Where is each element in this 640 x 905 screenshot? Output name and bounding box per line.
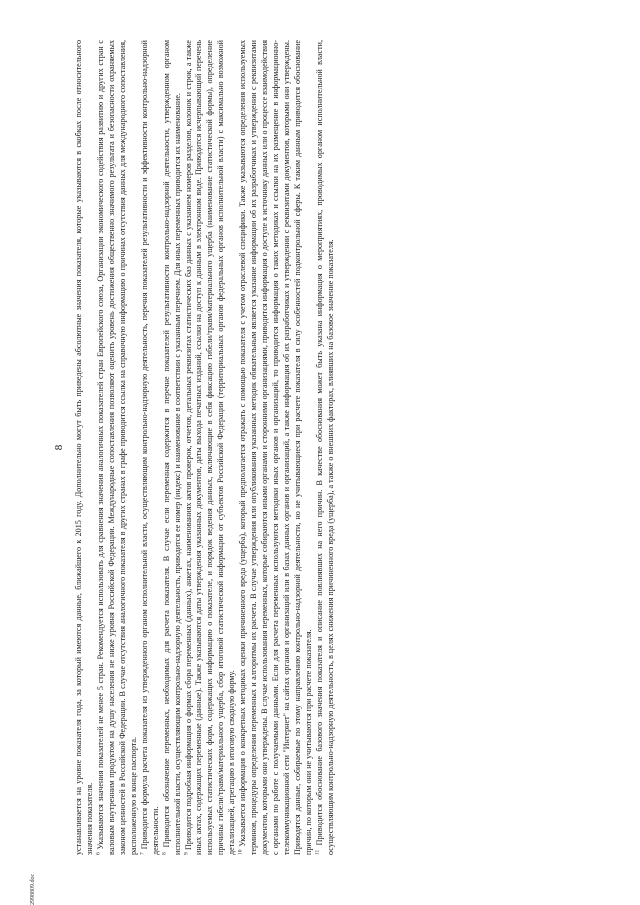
footnotes-body <box>74 40 337 855</box>
footnote-7 <box>140 40 162 855</box>
footnote-text: Приводится подробная информация о формах сбора переменных (данных), анкетах, наименованиях актов проверок, отчетов, детальных реквизитах статистических баз данных с указанием номеров разделов, колонок и строк, а также иных актах, содержащих переменные (данные). Также указываются даты утверждения указанных документов, даты выхода печатных изданий, ссылки на доступ к данным в электронном виде. Приводится исчерпывающий перечень используемых статистических форм, содержащих информацию о показателе, и порядок ведения данных, включающие в себя фиксацию гибели/травм/материального ущерба (наименование статистической формы), определение причины гибели/травм/материального ущерба, сбор итоговой статистической информации от субъектов Российской Федерации (территориальных органов федеральных органов исполнительной власти) с максимально возможной детализацией, агрегацию в итоговую сводную форму. <box>183 40 237 855</box>
footnote-ref: 7 <box>139 852 146 855</box>
document-filename: 2998809.doc <box>30 873 36 905</box>
paragraph-continuation <box>74 40 96 855</box>
footnote-text: Приводится обоснование базового значения показателя и описание повлиявших на него причин. В качестве обоснования может быть указана информация о мероприятиях, проводимых органом исполнительной власти, осуществляющим контрольно-надзорную деятельность, в целях снижения причиненного вреда (ущерба), а также о внешних факторах, влиявших на базовое значение показателя. <box>314 39 335 855</box>
footnote-text: Приводится обозначение переменных, необходимых для расчета показателя. В случае если переменная содержится в перечне показателей результативности контрольно-надзорной деятельности, утвержденном органом исполнительной власти, осуществляющим контрольно-надзорную деятельность, приводится ее номер (индекс) и наименование в соответствии с указанным перечнем. Для иных переменных приводится их наименование. <box>161 40 182 855</box>
footnote-ref: 6 <box>95 852 102 855</box>
footnote-11 <box>315 40 337 855</box>
footnote-ref: 11 <box>314 849 321 855</box>
rotated-content <box>52 40 572 855</box>
footnote-text: Приводится формула расчета показателя из утвержденного органом исполнительной власти, осуществляющим контрольно-надзорную деятельность, перечня показателей результативности и эффективности контрольно-надзорной деятельности. <box>139 40 160 855</box>
footnote-ref: 8 <box>160 852 167 855</box>
footnote-8 <box>162 40 184 855</box>
footnote-6 <box>96 40 140 855</box>
footnote-10 <box>238 40 315 855</box>
footnote-text: Указывается информация о конкретных методиках оценки причиненного вреда (ущерба), который предполагается отражать с помощью показателя с учетом отраслевой специфики. Также указываются определения используемых терминов, процедуры определения переменных и алгоритмы их расчета. В случае утверждения или опубликования указанных методик обязательным является указание информации об их разработчиках и утверждении с реквизитами документов, которыми они утверждены. В случае использования переменных, которые собираются иными органами и сторонними организациями, приводится информация о доступе к источнику данных или о процессе взаимодействия с органами по работе с получаемыми данными. Если для расчета переменных используются методики иных органов и организаций, то приводится информация о таких методиках и ссылки на их размещение в информационно-телекоммуникационной сети "Интернет" на сайтах органов и организаций или в базах данных органов и организаций, а также информация об их разработчиках и утверждении с реквизитами документов, которыми они утверждены. Приводятся данные, собираемые по этому направлению контрольно-надзорной деятельности, но не учитывающиеся при расчете показателя в силу особенностей подконтрольной сферы. К таким данным приводится обоснование причин, по которым они не учитываются при расчете показателя. <box>238 40 314 855</box>
footnote-text: Указываются значения показателей не менее 5 стран. Рекомендуется использовать для сравнения значения аналогичных показателей стран Европейского союза, Организации экономического содействия развитию и других стран с валовым внутренним продуктом на душу населения не ниже уровня Российской Федерации. Международные сопоставления позволяют оценить уровень достижения общественно значимого результата и безопасности охраняемых законом ценностей в Российской Федерации. В случае отсутствия аналогичного показателя в других странах в графе приводится ссылка на справочную информацию о причинах отсутствия данных для международного сопоставления, расположенную в конце паспорта. <box>95 40 138 855</box>
footnote-ref: 9 <box>182 852 189 855</box>
footnote-9 <box>184 40 239 855</box>
page-number: 8 <box>53 444 65 451</box>
footnote-ref: 10 <box>237 849 244 855</box>
paragraph-text: устанавливается на уровне показателя года, за который имеются данные, ближайшего к 2015 году. Дополнительно могут быть приведены абсолютные значения показателя, которые указываются в скобках после относительного значения показателя. <box>74 40 94 855</box>
